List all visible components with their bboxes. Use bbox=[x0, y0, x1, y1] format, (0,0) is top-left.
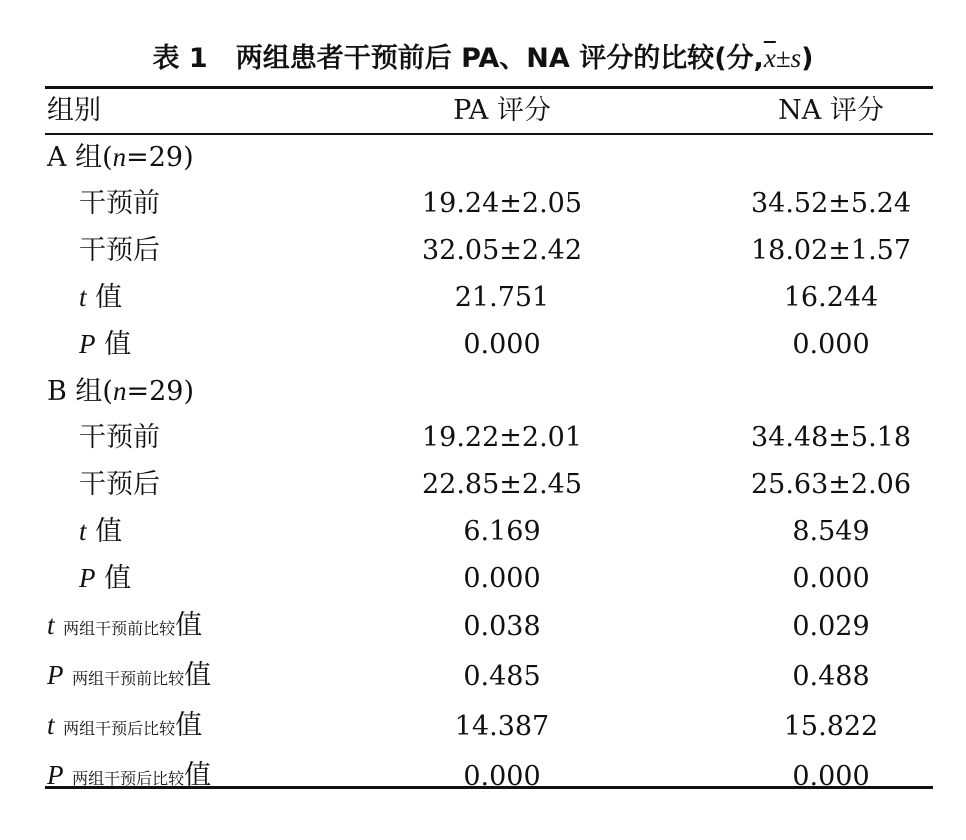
pa-value: 0.038 bbox=[463, 611, 541, 642]
na-value: 0.488 bbox=[792, 661, 870, 692]
comparison-table bbox=[45, 88, 966, 802]
caption-stat-mean: $\overline{x}$ bbox=[763, 43, 776, 73]
group-b-label: B 组(n=29) bbox=[47, 376, 194, 407]
na-value: 0.000 bbox=[792, 562, 870, 594]
comparison-row bbox=[45, 752, 966, 802]
pa-value: 6.169 bbox=[463, 515, 541, 547]
table-row bbox=[45, 555, 966, 602]
pa-value: 32.05±2.42 bbox=[421, 234, 583, 266]
pa-value: 0.000 bbox=[463, 562, 541, 594]
row-label: 干预前 bbox=[79, 188, 160, 220]
comparison-row bbox=[45, 702, 966, 752]
row-label: 干预前 bbox=[79, 422, 160, 454]
header-na-score: NA 评分 bbox=[778, 95, 884, 126]
group-b-header-row bbox=[45, 368, 966, 415]
na-value: 15.822 bbox=[783, 711, 879, 742]
row-label: t 值 bbox=[79, 516, 123, 547]
table-row bbox=[45, 228, 966, 275]
row-label: 干预后 bbox=[79, 234, 160, 266]
na-value: 0.000 bbox=[792, 761, 870, 792]
table-row bbox=[45, 415, 966, 462]
table-row bbox=[45, 181, 966, 228]
table-row bbox=[45, 462, 966, 509]
comparison-row bbox=[45, 602, 966, 652]
row-label: 干预后 bbox=[79, 468, 160, 500]
row-label: P 值 bbox=[79, 329, 132, 360]
comparison-row bbox=[45, 652, 966, 702]
group-a-header-row bbox=[45, 134, 966, 181]
na-value: 34.52±5.24 bbox=[750, 188, 912, 220]
na-value: 0.029 bbox=[792, 611, 870, 642]
header-pa-score: PA 评分 bbox=[453, 95, 551, 126]
caption-close: ) bbox=[801, 43, 814, 74]
na-value: 16.244 bbox=[783, 281, 879, 313]
caption-label: 表 1 bbox=[152, 43, 208, 74]
row-label: P 两组干预后比较值 bbox=[47, 760, 212, 791]
row-label: P 两组干预前比较值 bbox=[47, 660, 212, 691]
row-label: P 值 bbox=[79, 563, 132, 594]
table-row bbox=[45, 321, 966, 368]
pa-value: 19.22±2.01 bbox=[421, 422, 583, 454]
table-row bbox=[45, 274, 966, 321]
na-value: 34.48±5.18 bbox=[750, 422, 912, 454]
na-value: 25.63±2.06 bbox=[750, 468, 912, 500]
pa-value: 0.000 bbox=[463, 761, 541, 792]
caption-stat-sd: ±s bbox=[775, 43, 802, 73]
row-label: t 两组干预后比较值 bbox=[47, 710, 203, 741]
header-group: 组别 bbox=[47, 95, 101, 126]
pa-value: 22.85±2.45 bbox=[421, 468, 583, 500]
pa-value: 0.000 bbox=[463, 328, 541, 360]
pa-value: 21.751 bbox=[454, 281, 550, 313]
group-a-label: A 组(n=29) bbox=[47, 142, 194, 173]
row-label: t 值 bbox=[79, 282, 123, 313]
pa-value: 0.485 bbox=[463, 661, 541, 692]
pa-value: 19.24±2.05 bbox=[421, 188, 583, 220]
row-label: t 两组干预前比较值 bbox=[47, 610, 203, 641]
na-value: 0.000 bbox=[792, 328, 870, 360]
pa-value: 14.387 bbox=[454, 711, 550, 742]
caption-title: 两组患者干预前后 PA、NA 评分的比较(分, bbox=[235, 43, 764, 74]
na-value: 8.549 bbox=[792, 515, 870, 547]
table-row bbox=[45, 508, 966, 555]
na-value: 18.02±1.57 bbox=[750, 234, 912, 266]
table-caption bbox=[0, 38, 966, 79]
table-header-row bbox=[45, 88, 966, 134]
